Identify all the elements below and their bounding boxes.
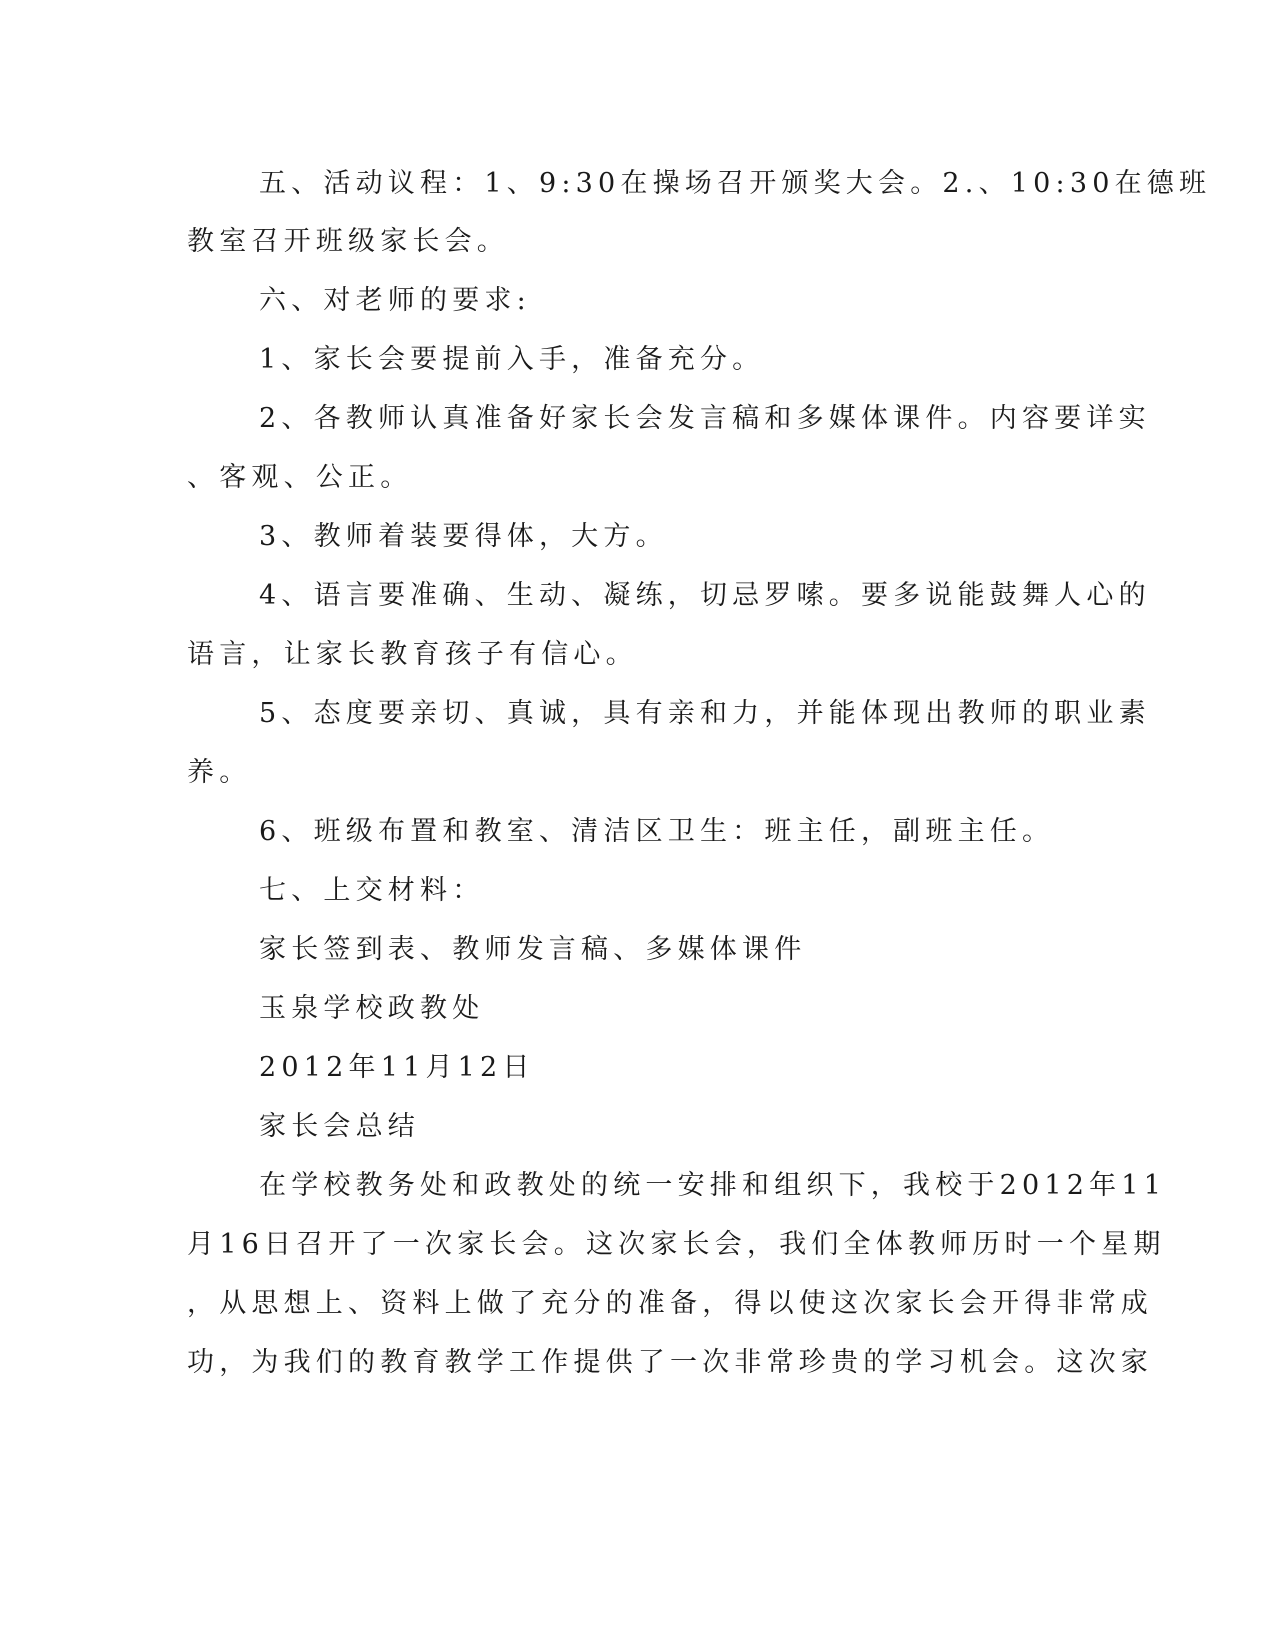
- requirement-5-line-2: 养。: [187, 757, 252, 788]
- requirement-2-line-2: 、客观、公正。: [187, 462, 413, 493]
- summary-title: 家长会总结: [259, 1111, 420, 1142]
- agenda-line-2: 教室召开班级家长会。: [187, 226, 509, 257]
- requirement-1: 1、家长会要提前入手，准备充分。: [259, 344, 765, 375]
- materials-heading: 七、上交材料：: [259, 875, 485, 906]
- agenda-line-1: 五、活动议程：1、9:30在操场召开颁奖大会。2.、10:30在德班: [259, 168, 1212, 199]
- requirement-3: 3、教师着装要得体，大方。: [259, 521, 668, 552]
- signature-date: 2012年11月12日: [259, 1052, 535, 1083]
- summary-line-2: 月16日召开了一次家长会。这次家长会，我们全体教师历时一个星期: [187, 1229, 1166, 1260]
- materials-list: 家长签到表、教师发言稿、多媒体课件: [259, 934, 807, 965]
- teacher-requirements-heading: 六、对老师的要求:: [259, 285, 531, 316]
- requirement-4-line-2: 语言，让家长教育孩子有信心。: [187, 639, 638, 670]
- signature-office: 玉泉学校政教处: [259, 993, 485, 1024]
- requirement-5-line-1: 5、态度要亲切、真诚，具有亲和力，并能体现出教师的职业素: [259, 698, 1151, 729]
- requirement-2-line-1: 2、各教师认真准备好家长会发言稿和多媒体课件。内容要详实: [259, 403, 1151, 434]
- summary-line-1: 在学校教务处和政教处的统一安排和组织下，我校于2012年11: [259, 1170, 1167, 1201]
- requirement-6: 6、班级布置和教室、清洁区卫生：班主任，副班主任。: [259, 816, 1055, 847]
- summary-line-4: 功，为我们的教育教学工作提供了一次非常珍贵的学习机会。这次家: [187, 1347, 1153, 1378]
- requirement-4-line-1: 4、语言要准确、生动、凝练，切忌罗嗦。要多说能鼓舞人心的: [259, 580, 1151, 611]
- summary-line-3: ，从思想上、资料上做了充分的准备，得以使这次家长会开得非常成: [187, 1288, 1153, 1319]
